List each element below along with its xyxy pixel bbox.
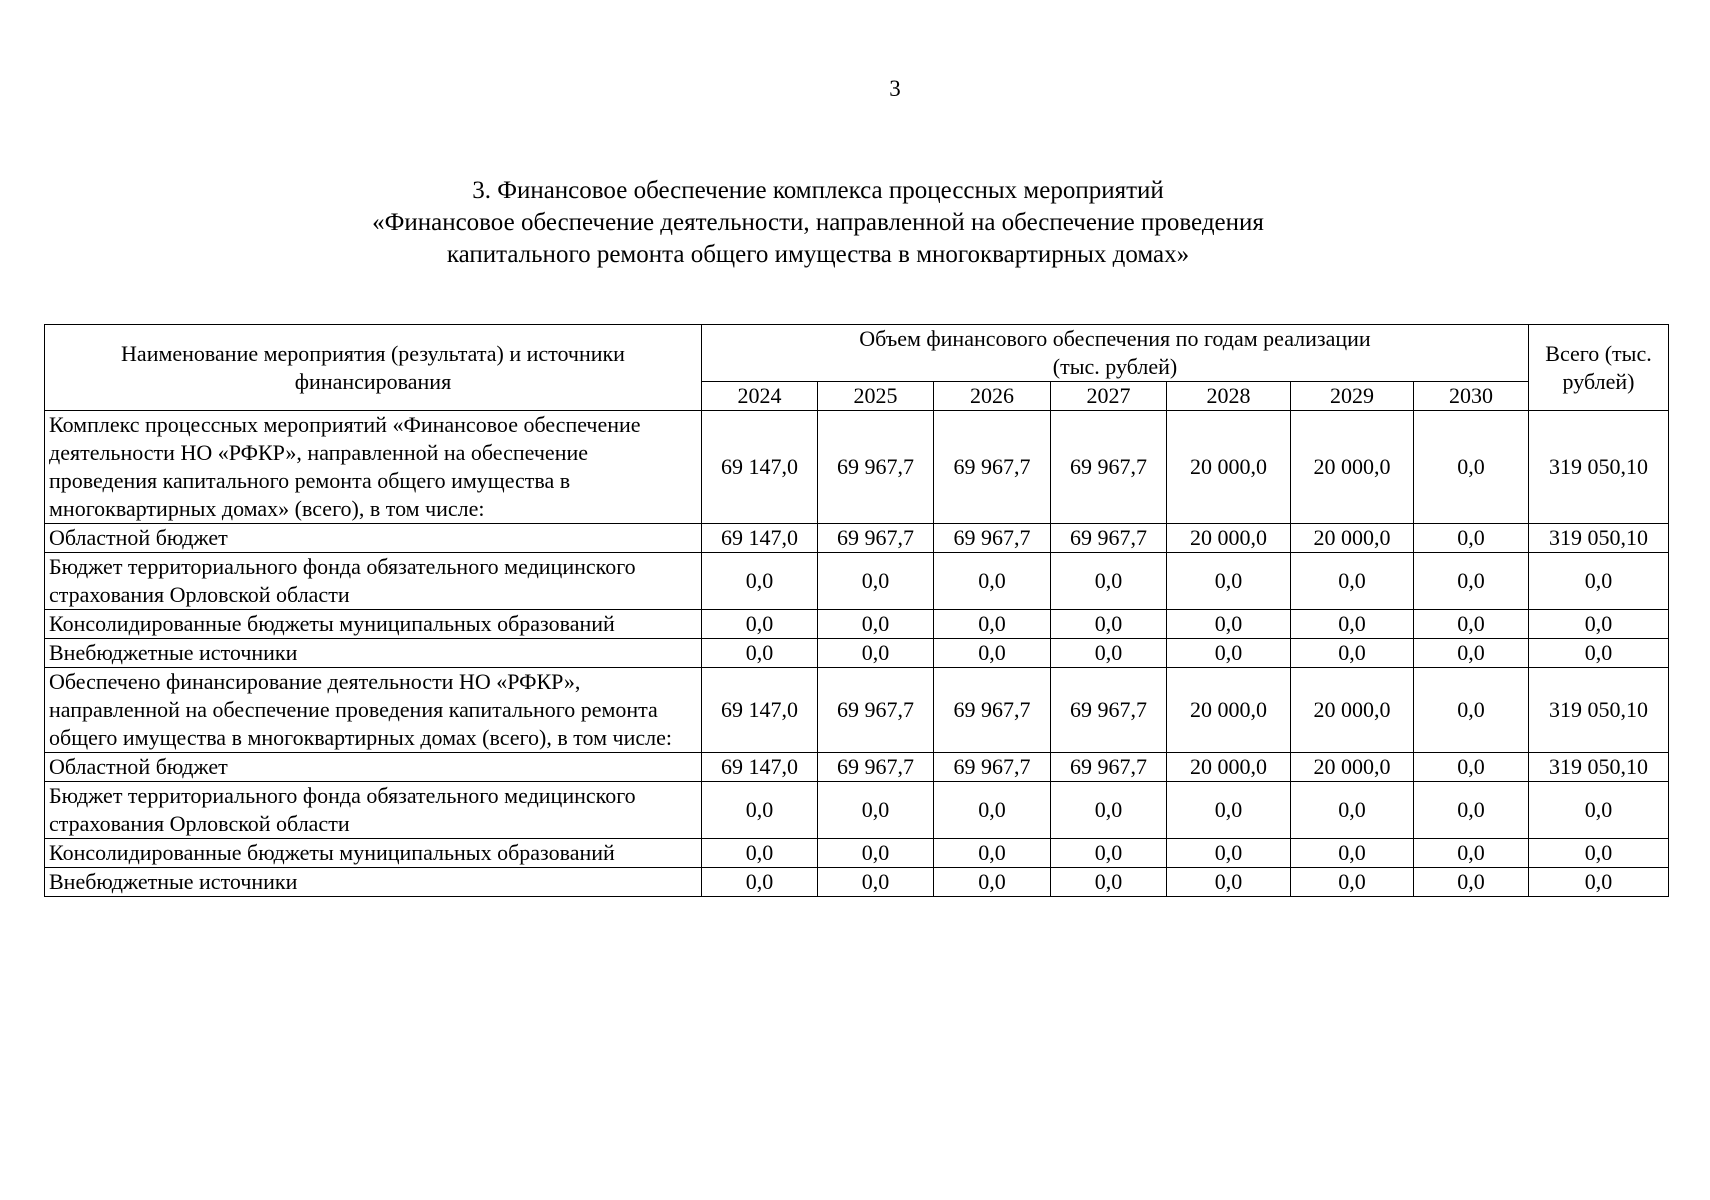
value-cell: 69 967,7 xyxy=(1051,411,1167,524)
header-year: 2030 xyxy=(1414,382,1529,411)
value-cell: 0,0 xyxy=(1414,639,1529,668)
header-year: 2025 xyxy=(818,382,934,411)
table-row xyxy=(45,668,1669,753)
value-cell: 0,0 xyxy=(1167,868,1291,897)
value-cell: 0,0 xyxy=(1414,411,1529,524)
header-year: 2024 xyxy=(702,382,818,411)
total-cell: 0,0 xyxy=(1529,839,1669,868)
header-volume xyxy=(702,325,1529,382)
value-cell: 0,0 xyxy=(934,868,1051,897)
value-cell: 0,0 xyxy=(1051,639,1167,668)
value-cell: 69 967,7 xyxy=(1051,753,1167,782)
total-cell: 0,0 xyxy=(1529,553,1669,610)
value-cell: 0,0 xyxy=(1414,753,1529,782)
value-cell: 69 147,0 xyxy=(702,524,818,553)
total-cell: 319 050,10 xyxy=(1529,524,1669,553)
value-cell: 0,0 xyxy=(818,868,934,897)
total-cell: 319 050,10 xyxy=(1529,668,1669,753)
page-number: 3 xyxy=(889,76,901,101)
header-year: 2028 xyxy=(1167,382,1291,411)
value-cell: 0,0 xyxy=(1291,639,1414,668)
value-cell: 0,0 xyxy=(934,610,1051,639)
row-name: Областной бюджет xyxy=(45,524,702,553)
value-cell: 0,0 xyxy=(818,782,934,839)
table-row xyxy=(45,639,1669,668)
value-cell: 20 000,0 xyxy=(1167,753,1291,782)
value-cell: 69 967,7 xyxy=(818,524,934,553)
value-cell: 69 147,0 xyxy=(702,753,818,782)
row-name: Бюджет территориального фонда обязательного медицинского страхования Орловской области xyxy=(45,553,702,610)
value-cell: 0,0 xyxy=(702,639,818,668)
header-volume-line1: Объем финансового обеспечения по годам реализации xyxy=(859,326,1371,351)
value-cell: 0,0 xyxy=(1051,610,1167,639)
financing-table xyxy=(44,324,1669,897)
value-cell: 0,0 xyxy=(1414,782,1529,839)
row-name: Внебюджетные источники xyxy=(45,639,702,668)
table-row xyxy=(45,868,1669,897)
value-cell: 0,0 xyxy=(702,839,818,868)
row-name: Внебюджетные источники xyxy=(45,868,702,897)
value-cell: 0,0 xyxy=(818,839,934,868)
value-cell: 0,0 xyxy=(702,610,818,639)
value-cell: 69 967,7 xyxy=(1051,668,1167,753)
value-cell: 0,0 xyxy=(1051,553,1167,610)
value-cell: 69 967,7 xyxy=(818,411,934,524)
value-cell: 0,0 xyxy=(1291,868,1414,897)
value-cell: 0,0 xyxy=(934,553,1051,610)
value-cell: 20 000,0 xyxy=(1291,668,1414,753)
value-cell: 0,0 xyxy=(1291,782,1414,839)
row-name: Комплекс процессных мероприятий «Финансовое обеспечение деятельности НО «РФКР», направленной на обеспечение проведения капитального ремонта общего имущества в многоквартирных домах» (всего), в том числе: xyxy=(45,411,702,524)
header-year: 2026 xyxy=(934,382,1051,411)
value-cell: 0,0 xyxy=(1167,610,1291,639)
value-cell: 0,0 xyxy=(702,553,818,610)
value-cell: 0,0 xyxy=(1291,610,1414,639)
value-cell: 69 147,0 xyxy=(702,411,818,524)
value-cell: 69 967,7 xyxy=(934,753,1051,782)
value-cell: 20 000,0 xyxy=(1291,411,1414,524)
header-year: 2029 xyxy=(1291,382,1414,411)
value-cell: 69 967,7 xyxy=(934,524,1051,553)
value-cell: 0,0 xyxy=(1167,839,1291,868)
value-cell: 69 967,7 xyxy=(934,668,1051,753)
value-cell: 0,0 xyxy=(1051,839,1167,868)
value-cell: 0,0 xyxy=(1291,553,1414,610)
table-row xyxy=(45,411,1669,524)
value-cell: 69 967,7 xyxy=(818,668,934,753)
value-cell: 20 000,0 xyxy=(1167,668,1291,753)
title-line: «Финансовое обеспечение деятельности, направленной на обеспечение проведения xyxy=(372,209,1264,236)
value-cell: 69 967,7 xyxy=(934,411,1051,524)
value-cell: 0,0 xyxy=(1291,839,1414,868)
value-cell: 0,0 xyxy=(934,839,1051,868)
row-name: Консолидированные бюджеты муниципальных образований xyxy=(45,610,702,639)
table-row xyxy=(45,782,1669,839)
row-name: Консолидированные бюджеты муниципальных образований xyxy=(45,839,702,868)
value-cell: 20 000,0 xyxy=(1291,524,1414,553)
total-cell: 0,0 xyxy=(1529,782,1669,839)
header-total: Всего (тыс. рублей) xyxy=(1529,325,1669,411)
value-cell: 0,0 xyxy=(818,639,934,668)
value-cell: 0,0 xyxy=(702,782,818,839)
table-row xyxy=(45,839,1669,868)
section-title xyxy=(0,175,1636,271)
value-cell: 69 967,7 xyxy=(818,753,934,782)
value-cell: 20 000,0 xyxy=(1167,524,1291,553)
title-line: капитального ремонта общего имущества в многоквартирных домах» xyxy=(446,241,1190,268)
value-cell: 0,0 xyxy=(818,553,934,610)
table-row xyxy=(45,753,1669,782)
value-cell: 69 147,0 xyxy=(702,668,818,753)
value-cell: 20 000,0 xyxy=(1167,411,1291,524)
table-row xyxy=(45,610,1669,639)
value-cell: 0,0 xyxy=(1414,553,1529,610)
table-row xyxy=(45,524,1669,553)
value-cell: 0,0 xyxy=(934,639,1051,668)
value-cell: 0,0 xyxy=(1414,524,1529,553)
value-cell: 0,0 xyxy=(818,610,934,639)
value-cell: 20 000,0 xyxy=(1291,753,1414,782)
value-cell: 69 967,7 xyxy=(1051,524,1167,553)
total-cell: 0,0 xyxy=(1529,868,1669,897)
header-name: Наименование мероприятия (результата) и источники финансирования xyxy=(45,325,702,411)
value-cell: 0,0 xyxy=(1051,782,1167,839)
row-name: Бюджет территориального фонда обязательного медицинского страхования Орловской области xyxy=(45,782,702,839)
total-cell: 319 050,10 xyxy=(1529,753,1669,782)
header-volume-line2: (тыс. рублей) xyxy=(1052,354,1178,379)
value-cell: 0,0 xyxy=(1414,868,1529,897)
row-name: Обеспечено финансирование деятельности НО «РФКР», направленной на обеспечение проведения капитального ремонта общего имущества в многоквартирных домах (всего), в том числе: xyxy=(45,668,702,753)
value-cell: 0,0 xyxy=(934,782,1051,839)
total-cell: 0,0 xyxy=(1529,639,1669,668)
value-cell: 0,0 xyxy=(1051,868,1167,897)
value-cell: 0,0 xyxy=(1414,668,1529,753)
value-cell: 0,0 xyxy=(1414,610,1529,639)
total-cell: 0,0 xyxy=(1529,610,1669,639)
value-cell: 0,0 xyxy=(1167,782,1291,839)
value-cell: 0,0 xyxy=(1167,639,1291,668)
header-year: 2027 xyxy=(1051,382,1167,411)
value-cell: 0,0 xyxy=(702,868,818,897)
row-name: Областной бюджет xyxy=(45,753,702,782)
value-cell: 0,0 xyxy=(1414,839,1529,868)
total-cell: 319 050,10 xyxy=(1529,411,1669,524)
title-line: 3. Финансовое обеспечение комплекса процессных мероприятий xyxy=(472,177,1164,204)
value-cell: 0,0 xyxy=(1167,553,1291,610)
table-row xyxy=(45,553,1669,610)
